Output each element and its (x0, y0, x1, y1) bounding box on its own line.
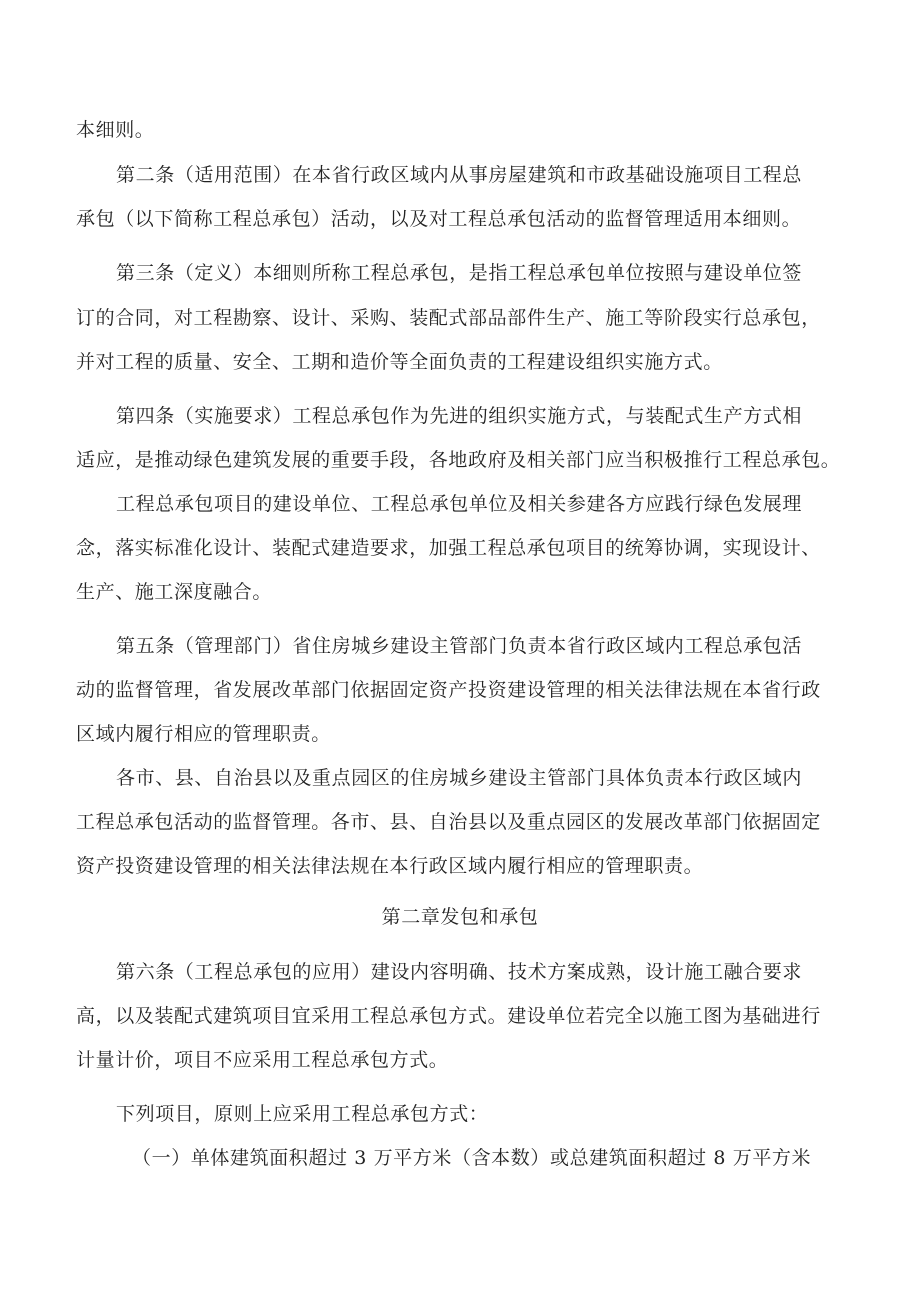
article-5-line-3: 区域内履行相应的管理职责。 (76, 723, 331, 745)
article-3-line-2: 订的合同，对工程勘察、设计、采购、装配式部品部件生产、施工等阶段实行总承包， (76, 307, 821, 329)
article-4-line-2: 适应，是推动绿色建筑发展的重要手段，各地政府及相关部门应当积极推行工程总承包。 (76, 449, 841, 471)
article-3-line-1: 第三条（定义）本细则所称工程总承包，是指工程总承包单位按照与建设单位签 (116, 262, 803, 284)
article-4-line-1: 第四条（实施要求）工程总承包作为先进的组织实施方式，与装配式生产方式相 (116, 405, 803, 427)
article-5-line-1: 第五条（管理部门）省住房城乡建设主管部门负责本省行政区域内工程总承包活 (116, 635, 803, 657)
chapter-heading: 第二章发包和承包 (381, 906, 539, 928)
list-item-1: （一）单体建筑面积超过 3 万平方米（含本数）或总建筑面积超过 8 万平方米 (132, 1147, 812, 1169)
paragraph-line-5: 工程总承包活动的监督管理。各市、县、自治县以及重点园区的发展改革部门依据固定 (76, 811, 821, 833)
article-6-line-1: 第六条（工程总承包的应用）建设内容明确、技术方案成熟，设计施工融合要求 (116, 961, 803, 983)
paragraph-line-6: 资产投资建设管理的相关法律法规在本行政区域内履行相应的管理职责。 (76, 855, 704, 877)
article-2-line-1: 第二条（适用范围）在本省行政区域内从事房屋建筑和市政基础设施项目工程总 (116, 164, 803, 186)
article-6-line-3: 计量计价，项目不应采用工程总承包方式。 (76, 1049, 449, 1071)
list-intro: 下列项目，原则上应采用工程总承包方式： (116, 1103, 489, 1125)
paragraph-line-1: 工程总承包项目的建设单位、工程总承包单位及相关参建各方应践行绿色发展理 (116, 493, 803, 515)
paragraph-line-3: 生产、施工深度融合。 (76, 581, 273, 603)
article-5-line-2: 动的监督管理，省发展改革部门依据固定资产投资建设管理的相关法律法规在本省行政 (76, 679, 821, 701)
paragraph-line-4: 各市、县、自治县以及重点园区的住房城乡建设主管部门具体负责本行政区域内 (116, 767, 803, 789)
article-6-line-2: 高，以及装配式建筑项目宜采用工程总承包方式。建设单位若完全以施工图为基础进行 (76, 1005, 821, 1027)
text-line: 本细则。 (76, 119, 155, 141)
article-3-line-3: 并对工程的质量、安全、工期和造价等全面负责的工程建设组织实施方式。 (76, 351, 723, 373)
paragraph-line-2: 念，落实标准化设计、装配式建造要求，加强工程总承包项目的统筹协调，实现设计、 (76, 537, 821, 559)
article-2-line-2: 承包（以下简称工程总承包）活动，以及对工程总承包活动的监督管理适用本细则。 (76, 208, 802, 230)
